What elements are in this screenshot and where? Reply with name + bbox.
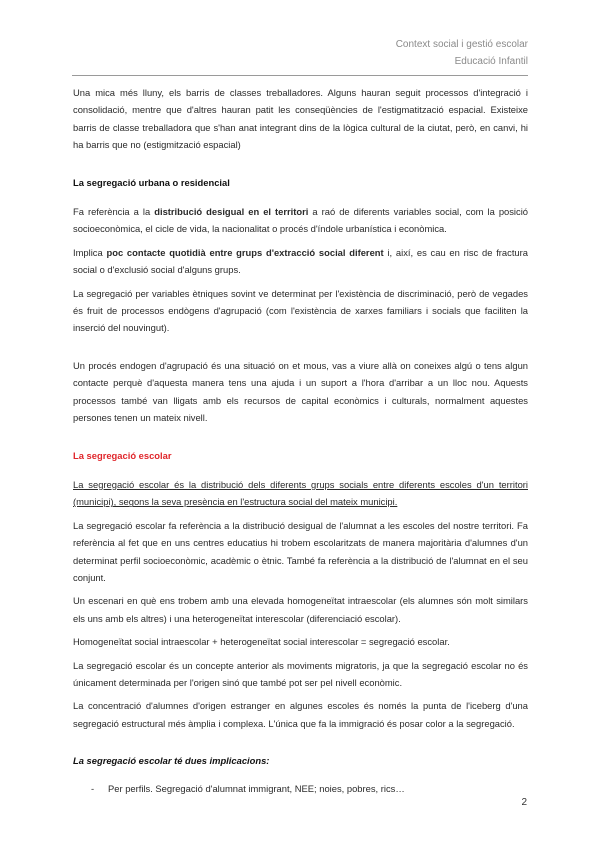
paragraph: La concentració d'alumnes d'origen estranger en algunes escoles és només la punta de l'iceberg d'una segregació estructural més àmplia i complexa. L'única que fa la immigració és posar color a la segregació. bbox=[73, 700, 528, 729]
header-subtitle: Educació Infantil bbox=[454, 56, 528, 67]
paragraph: Homogeneïtat social intraescolar + heterogeneïtat social interescolar = segregació escolar. bbox=[73, 636, 450, 648]
text: Fa referència a la bbox=[73, 206, 155, 218]
paragraph: La segregació escolar és un concepte anterior als moviments migratoris, ja que la segregació escolar no és únicament determinada per l'origen sinó que també pot ser pel nivell econòmic. bbox=[73, 659, 528, 688]
header-divider bbox=[72, 75, 528, 76]
section-heading-urban-segregation: La segregació urbana o residencial bbox=[73, 176, 230, 188]
list-item-text: Per perfils. Segregació d'alumnat immigrant, NEE; noies, pobres, rics… bbox=[108, 782, 405, 794]
text: Implica bbox=[73, 246, 107, 258]
paragraph bbox=[73, 203, 528, 238]
paragraph: Un procés endogen d'agrupació és una situació on et mous, vas a viure allà on coneixes algú o tens algun contacte perquè d'aquesta manera tens una ajuda i un suport a l'hora d'arribar a un lloc nou. Aquests processos també van lligats amb els recursos de capital econòmics i culturals, normalment aquestes persones tenen un mateix nivell. bbox=[73, 359, 528, 424]
page-header bbox=[396, 36, 528, 70]
text: i, així, es cau en risc de fractura social o d'exclusió social d'alguns grups. bbox=[73, 246, 528, 276]
paragraph: La segregació per variables ètniques sovint ve determinat per l'existència de discriminació, però de vegades és fruit de processos endògens d'agrupació (com l'existència de xarxes familiars i socials que faciliten la inserció del nouvingut). bbox=[73, 287, 528, 334]
intro-paragraph: Una mica més lluny, els barris de classes treballadores. Alguns hauran seguit processos d'integració i consolidació, mentre que d'altres hauran patit les conseqüències de l'estigmatització espacial. Existeixe barris de classe treballadora que s'han anat integrant dins de la lògica cultural de la ciutat, però, en canvi, hi ha barris que no (estigmització espacial) bbox=[73, 87, 528, 151]
document-body bbox=[73, 84, 528, 797]
bold-text: distribució desigual en el territori bbox=[154, 206, 309, 218]
paragraph bbox=[73, 244, 528, 279]
paragraph: Un escenari en què ens trobem amb una elevada homogeneïtat intraescolar (els alumnes són molt similars els uns amb els altres) i una heterogeneïtat interescolar (diferenciació escolar). bbox=[73, 595, 528, 624]
bold-text: poc contacte quotidià entre grups d'extracció social diferent bbox=[106, 246, 384, 258]
header-course-title: Context social i gestió escolar bbox=[395, 39, 528, 50]
section-heading-school-segregation: La segregació escolar bbox=[73, 449, 172, 461]
page-number: 2 bbox=[521, 797, 527, 808]
definition-paragraph: La segregació escolar és la distribució dels diferents grups socials entre diferents escoles d'un territori (municipi), segons la seva presència en l'estructura social del mateix municipi. bbox=[73, 478, 528, 508]
bullet-dash: - bbox=[91, 782, 95, 794]
text: a raó de diferents variables social, com la posició socioeconòmica, el cicle de vida, la nacionalitat o procés d'índole urbanística i econòmica. bbox=[73, 206, 529, 235]
list-item bbox=[73, 780, 528, 797]
paragraph: La segregació escolar fa referència a la distribució desigual de l'alumnat a les escoles del nostre territori. Fa referència al fet que en uns centres educatius hi trobem escolaritzats de manera majoritària d'alumnes d'un determinat perfil socioeconòmic, acadèmic o ètnic. També fa referència a la distribució de l'alumnat en el seu conjunt. bbox=[73, 519, 528, 583]
section-heading-implications: La segregació escolar té dues implicacions: bbox=[73, 755, 270, 767]
